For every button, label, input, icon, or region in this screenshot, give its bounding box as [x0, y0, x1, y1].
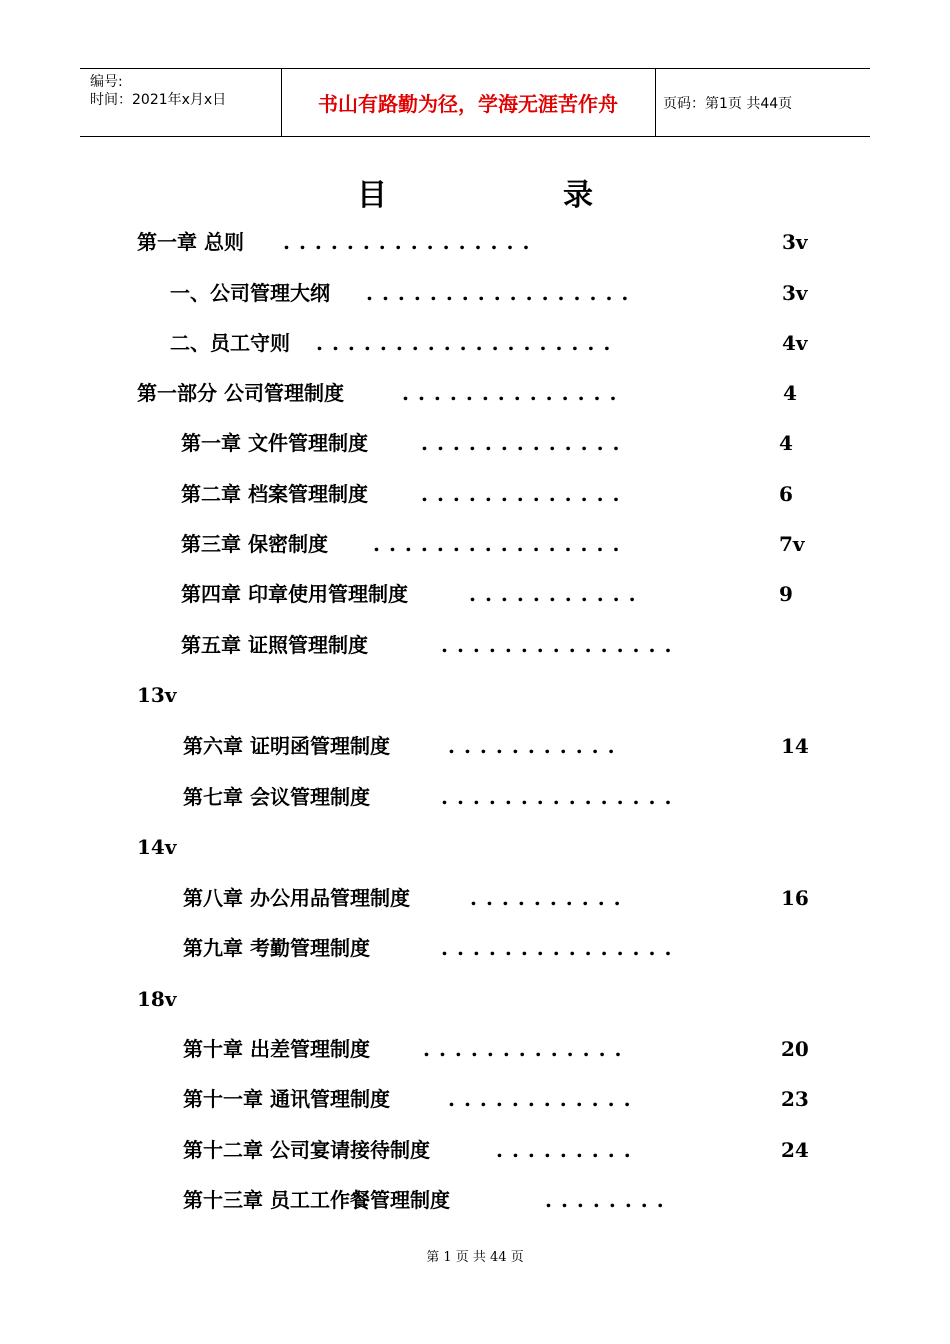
- time-label: 时间：2021年x月x日: [90, 92, 227, 108]
- toc-entry-page: 16: [781, 886, 809, 910]
- toc-entry-page: 20: [781, 1037, 809, 1061]
- toc-entry-title: 二、员工守则: [170, 331, 290, 355]
- toc-entry[interactable]: [183, 729, 823, 763]
- toc-entry-leader: .............: [423, 1037, 631, 1061]
- toc-entry-leader: ...............: [441, 633, 681, 657]
- toc-entry-leader: ................: [373, 532, 629, 556]
- toc-entry-leader: ........: [545, 1188, 673, 1212]
- toc-entry-page: 4: [783, 381, 797, 405]
- toc-entry-page: 3v: [782, 230, 808, 254]
- motto: 书山有路勤为径，学海无涯苦作舟: [281, 69, 656, 136]
- toc-entry-title: 第八章 办公用品管理制度: [183, 886, 410, 910]
- toc-entry[interactable]: [181, 477, 801, 511]
- toc-entry-page: 4v: [782, 331, 808, 355]
- toc-entry[interactable]: [183, 1032, 823, 1066]
- number-label: 编号:: [90, 74, 123, 90]
- toc-entry-page: 9: [779, 582, 793, 606]
- toc-entry[interactable]: [181, 426, 801, 460]
- toc-entry[interactable]: [183, 881, 823, 915]
- toc-entry-title: 一、公司管理大纲: [170, 281, 330, 305]
- toc-entry-leader: ................: [283, 230, 539, 254]
- toc-wrapped-page: 18v: [137, 987, 177, 1011]
- toc-title: [0, 170, 950, 214]
- page-footer: 第 1 页 共 44 页: [426, 1250, 524, 1265]
- toc-entry-leader: .................: [366, 281, 638, 305]
- toc-entry-leader: .........: [496, 1138, 640, 1162]
- toc-entry[interactable]: [170, 276, 810, 310]
- toc-entry[interactable]: [137, 225, 817, 259]
- toc-entry-title: 第五章 证照管理制度: [181, 633, 368, 657]
- toc-title-char-1: 目: [357, 178, 387, 213]
- toc-wrapped-page: 13v: [137, 683, 177, 707]
- toc-entry-leader: ...............: [441, 936, 681, 960]
- toc-entry[interactable]: [183, 780, 823, 814]
- toc-entry-page: 24: [781, 1138, 809, 1162]
- header-meta-cell: [80, 69, 282, 136]
- header-table: [80, 68, 870, 137]
- toc-entry[interactable]: [181, 527, 805, 561]
- toc-entry-leader: ..............: [402, 381, 626, 405]
- toc-entry-title: 第十三章 员工工作餐管理制度: [183, 1188, 450, 1212]
- toc-entry[interactable]: [183, 1133, 823, 1167]
- toc-entry[interactable]: [170, 326, 810, 360]
- toc-entry-page: 14: [781, 734, 809, 758]
- toc-wrapped-page: 14v: [137, 835, 177, 859]
- toc-entry-title: 第十一章 通讯管理制度: [183, 1087, 390, 1111]
- toc-entry-page: 4: [779, 431, 793, 455]
- toc-entry[interactable]: [183, 931, 823, 965]
- toc-entry-leader: .............: [421, 431, 629, 455]
- toc-entry-title: 第十章 出差管理制度: [183, 1037, 370, 1061]
- toc-entry-title: 第一部分 公司管理制度: [137, 381, 344, 405]
- toc-entry[interactable]: [181, 577, 801, 611]
- toc-entry-leader: ...........: [448, 734, 624, 758]
- toc-title-char-2: 录: [563, 178, 593, 213]
- toc-entry[interactable]: [137, 376, 817, 410]
- toc-entry-leader: ...............: [441, 785, 681, 809]
- toc-entry-page: 7v: [779, 532, 805, 556]
- toc-entry-page: 23: [781, 1087, 809, 1111]
- toc-entry-leader: .............: [421, 482, 629, 506]
- toc-entry-title: 第七章 会议管理制度: [183, 785, 370, 809]
- toc-entry-title: 第六章 证明函管理制度: [183, 734, 390, 758]
- toc-entry-title: 第二章 档案管理制度: [181, 482, 368, 506]
- toc-entry-leader: ...................: [316, 331, 620, 355]
- toc-entry-title: 第一章 文件管理制度: [181, 431, 368, 455]
- toc-entry-title: 第十二章 公司宴请接待制度: [183, 1138, 430, 1162]
- toc-entry[interactable]: [181, 628, 821, 662]
- toc-entry-page: 3v: [782, 281, 808, 305]
- toc-entry-leader: ............: [448, 1087, 640, 1111]
- toc-entry-title: 第三章 保密制度: [181, 532, 328, 556]
- toc-entry-title: 第九章 考勤管理制度: [183, 936, 370, 960]
- toc-entry[interactable]: [183, 1082, 823, 1116]
- toc-entry-title: 第一章 总则: [137, 230, 244, 254]
- toc-entry[interactable]: [183, 1183, 823, 1217]
- toc-entry-title: 第四章 印章使用管理制度: [181, 582, 408, 606]
- toc-entry-page: 6: [779, 482, 793, 506]
- page-info: 页码：第1页 共44页: [663, 95, 793, 112]
- toc-entry-leader: ...........: [469, 582, 645, 606]
- toc-entry-leader: ..........: [470, 886, 630, 910]
